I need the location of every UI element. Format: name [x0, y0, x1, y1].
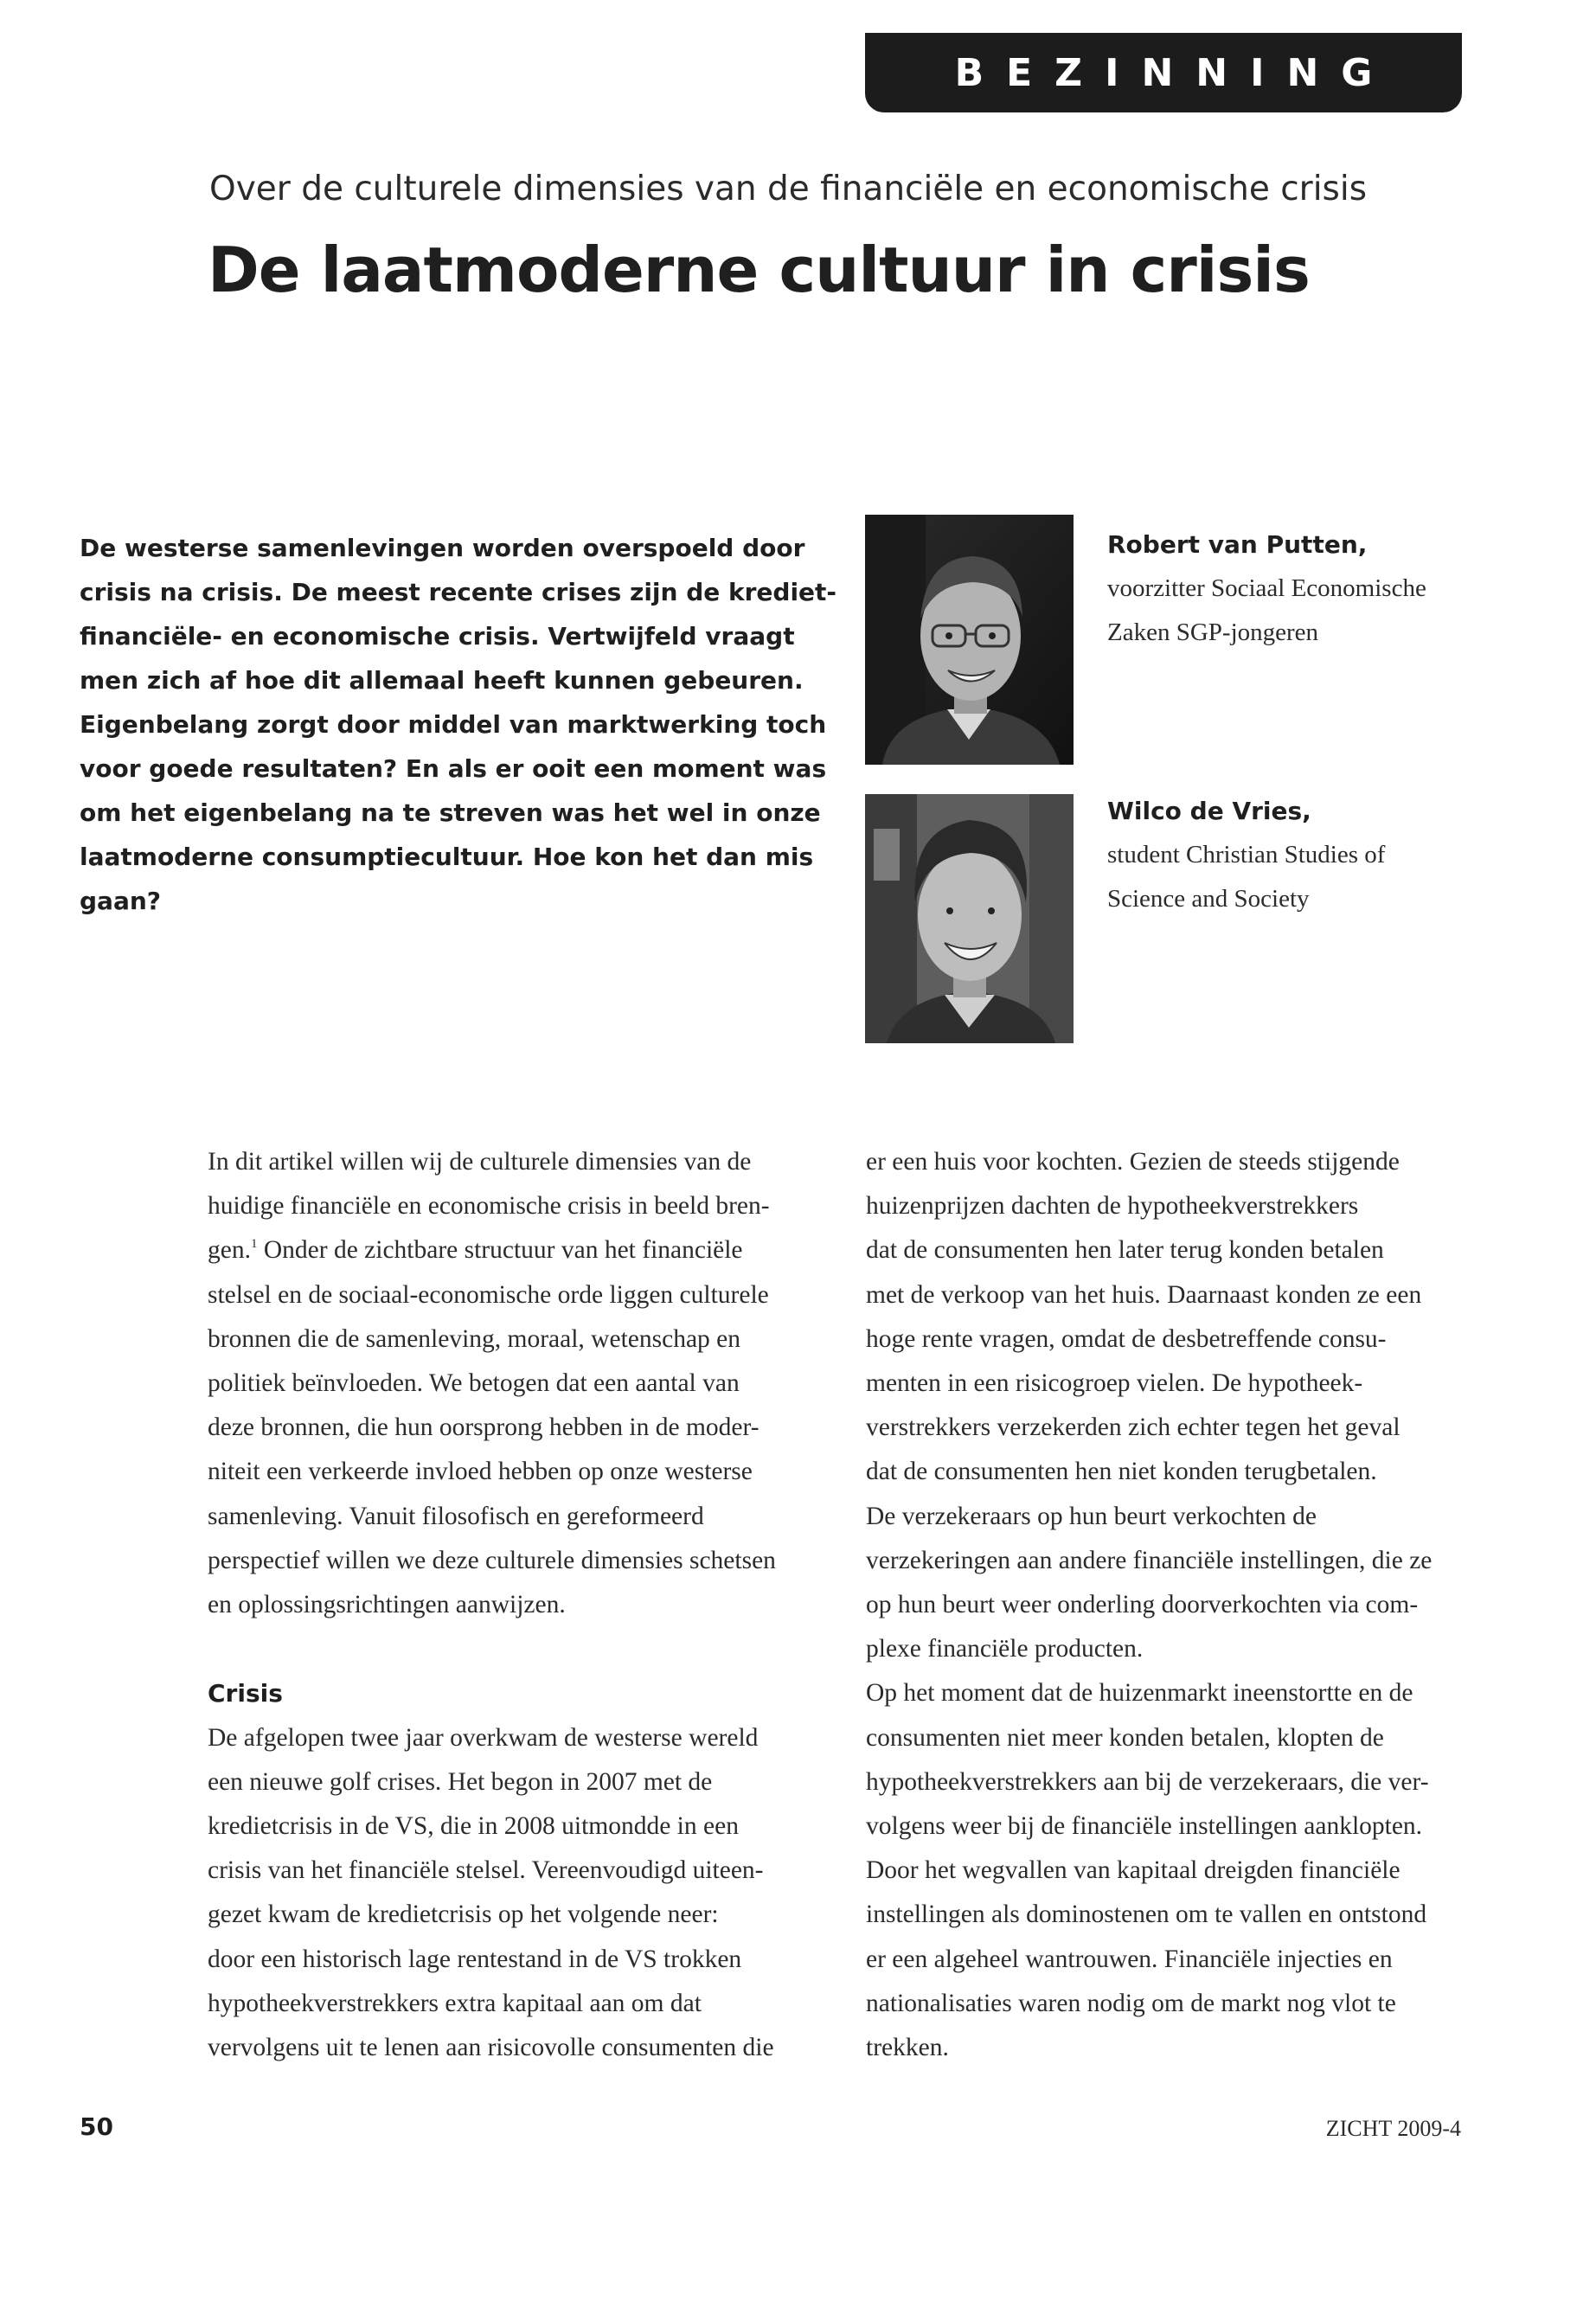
body-line: deze bronnen, die hun oorsprong hebben in de moder- [208, 1413, 760, 1442]
body-line: gezet kwam de kredietcrisis op het volgende neer: [208, 1900, 719, 1929]
author-role-line: Science and Society [1107, 885, 1310, 913]
body-line: bronnen die de samenleving, moraal, wetenschap en [208, 1324, 740, 1353]
journal-issue: ZICHT 2009-4 [1325, 2116, 1461, 2141]
body-line: huidige financiële en economische crisis in beeld bren- [208, 1192, 770, 1221]
author-role-line: voorzitter Sociaal Economische [1107, 574, 1426, 602]
body-line: Door het wegvallen van kapitaal dreigden financiële [866, 1856, 1401, 1885]
author-photo-robert [865, 515, 1074, 765]
lede-line: financiële- en economische crisis. Vertwijfeld vraagt [80, 622, 795, 651]
body-column-right [866, 1140, 1432, 2070]
body-line: gen.$^1$ Onder de zichtbare structuur van het financiële [208, 1236, 743, 1265]
lede-line: men zich af hoe dit allemaal heeft kunnen gebeuren. [80, 666, 804, 695]
lede-line: voor goede resultaten? En als er ooit een moment was [80, 754, 827, 783]
body-line: niteit een verkeerde invloed hebben op onze westerse [208, 1458, 753, 1486]
body-line: trekken. [866, 2034, 949, 2062]
body-line: een nieuwe golf crises. Het begon in 2007 met de [208, 1767, 713, 1796]
body-line: en oplossingsrichtingen aanwijzen. [208, 1591, 566, 1619]
body-line: politiek beïnvloeden. We betogen dat een aantal van [208, 1369, 740, 1398]
section-label: BEZINNING [954, 50, 1395, 95]
lede-line: laatmoderne consumptiecultuur. Hoe kon het dan mis [80, 843, 814, 871]
author-name: Robert van Putten, [1107, 530, 1368, 559]
lede-line: om het eigenbelang na te streven was het wel in onze [80, 798, 821, 827]
body-line: Op het moment dat de huizenmarkt ineenstortte en de [866, 1679, 1413, 1708]
body-line: hypotheekverstrekkers aan bij de verzekeraars, die ver- [866, 1767, 1429, 1796]
body-line: consumenten niet meer konden betalen, klopten de [866, 1723, 1384, 1752]
body-line: huizenprijzen dachten de hypotheekverstrekkers [866, 1192, 1359, 1221]
author-wilco [1107, 789, 1385, 921]
body-line: In dit artikel willen wij de culturele dimensies van de [208, 1148, 752, 1176]
body-line: vervolgens uit te lenen aan risicovolle consumenten die [208, 2034, 774, 2062]
lede-line: De westerse samenlevingen worden overspoeld door [80, 534, 805, 562]
body-line: crisis van het financiële stelsel. Vereenvoudigd uiteen- [208, 1856, 764, 1885]
body-line: door een historisch lage rentestand in de VS trokken [208, 1945, 742, 1973]
author-photo-wilco [865, 794, 1074, 1043]
author-role-line: Zaken SGP-jongeren [1107, 619, 1319, 646]
body-line: dat de consumenten hen later terug konden betalen [866, 1236, 1384, 1265]
body-line: instellingen als dominostenen om te vallen en ontstond [866, 1900, 1427, 1929]
body-line: dat de consumenten hen niet konden terugbetalen. [866, 1458, 1377, 1486]
body-line: op hun beurt weer onderling doorverkochten via com- [866, 1591, 1419, 1619]
body-line: menten in een risicogroep vielen. De hypotheek- [866, 1369, 1363, 1398]
section-tab [865, 33, 1462, 112]
body-line: hoge rente vragen, omdat de desbetreffende consu- [866, 1324, 1387, 1353]
lede-line: Eigenbelang zorgt door middel van marktwerking toch [80, 710, 827, 739]
author-robert [1107, 522, 1426, 655]
body-line: er een algeheel wantrouwen. Financiële injecties en [866, 1945, 1393, 1973]
lede-line: crisis na crisis. De meest recente crises zijn de krediet- [80, 578, 837, 606]
body-line: kredietcrisis in de VS, die in 2008 uitmondde in een [208, 1812, 739, 1841]
body-line: perspectief willen we deze culturele dimensies schetsen [208, 1546, 776, 1574]
article-title: De laatmoderne cultuur in crisis [208, 234, 1310, 306]
lede-paragraph [80, 526, 837, 923]
body-line: verstrekkers verzekerden zich echter tegen het geval [866, 1413, 1401, 1442]
body-column-left [208, 1140, 776, 2070]
body-line: hypotheekverstrekkers extra kapitaal aan om dat [208, 1989, 702, 2017]
author-name: Wilco de Vries, [1107, 797, 1311, 825]
body-line: plexe financiële producten. [866, 1635, 1144, 1663]
footnote-ref: 1 [250, 1237, 258, 1252]
lede-line: gaan? [80, 887, 162, 915]
article-subtitle: Over de culturele dimensies van de financiële en economische crisis [209, 170, 1368, 208]
body-line: De verzekeraars op hun beurt verkochten de [866, 1502, 1317, 1530]
body-line: stelsel en de sociaal-economische orde liggen culturele [208, 1280, 769, 1309]
author-role-line: student Christian Studies of [1107, 841, 1386, 868]
body-line: nationalisaties waren nodig om de markt nog vlot te [866, 1989, 1396, 2017]
page-number: 50 [80, 2112, 113, 2141]
body-line: met de verkoop van het huis. Daarnaast konden ze een [866, 1280, 1422, 1309]
body-line: verzekeringen aan andere financiële instellingen, die ze [866, 1546, 1433, 1574]
section-heading-crisis: Crisis [208, 1679, 283, 1708]
body-line: volgens weer bij de financiële instellingen aanklopten. [866, 1812, 1423, 1841]
body-line: De afgelopen twee jaar overkwam de westerse wereld [208, 1723, 759, 1752]
body-line: samenleving. Vanuit filosofisch en gereformeerd [208, 1502, 704, 1530]
body-line: er een huis voor kochten. Gezien de steeds stijgende [866, 1148, 1400, 1176]
